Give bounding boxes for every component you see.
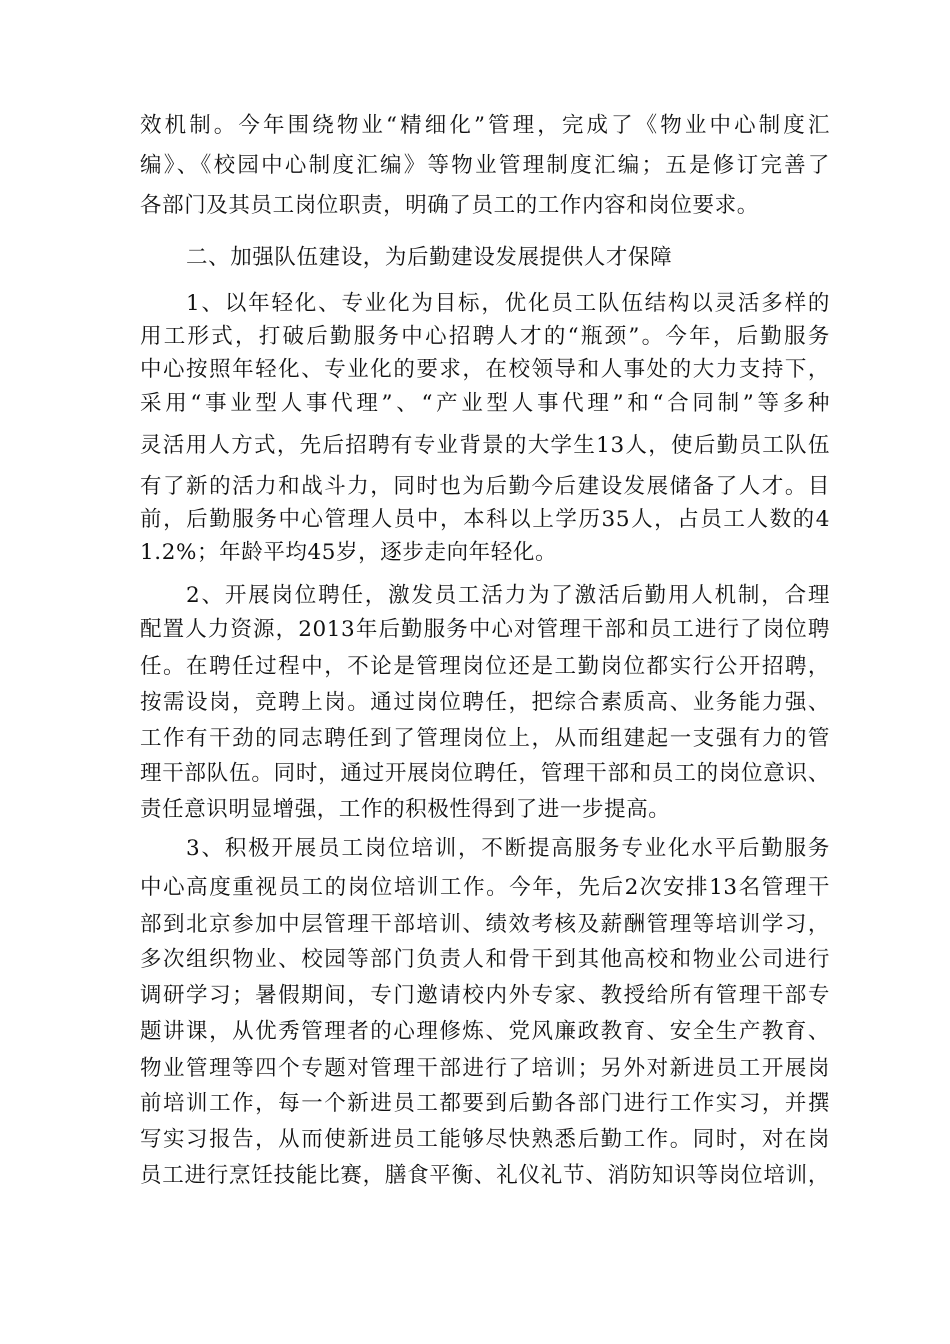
text-line: 中心高度重视员工的岗位培训工作。今年，先后2次安排13名管理干 bbox=[140, 875, 830, 900]
text-line: 效机制。今年围绕物业“精细化”管理，完成了《物业中心制度汇 bbox=[140, 113, 830, 138]
text-line: 各部门及其员工岗位职责，明确了员工的工作内容和岗位要求。 bbox=[140, 193, 759, 218]
text-line: 3、积极开展员工岗位培训，不断提高服务专业化水平后勤服务 bbox=[186, 836, 830, 861]
text-line: 理干部队伍。同时，通过开展岗位聘任，管理干部和员工的岗位意识、 bbox=[140, 761, 830, 786]
text-line: 责任意识明显增强，工作的积极性得到了进一步提高。 bbox=[140, 797, 671, 822]
text-line: 有了新的活力和战斗力，同时也为后勤今后建设发展储备了人才。目 bbox=[140, 474, 830, 499]
text-line: 按需设岗，竞聘上岗。通过岗位聘任，把综合素质高、业务能力强、 bbox=[140, 690, 830, 715]
section-heading: 二、加强队伍建设，为后勤建设发展提供人才保障 bbox=[186, 245, 673, 270]
text-line: 多次组织物业、校园等部门负责人和骨干到其他高校和物业公司进行 bbox=[140, 947, 830, 972]
text-line: 调研学习；暑假期间，专门邀请校内外专家、教授给所有管理干部专 bbox=[140, 983, 830, 1008]
text-line: 部到北京参加中层管理干部培训、绩效考核及薪酬管理等培训学习， bbox=[140, 912, 830, 937]
text-line: 中心按照年轻化、专业化的要求，在校领导和人事处的大力支持下， bbox=[140, 357, 830, 382]
text-line: 任。在聘任过程中，不论是管理岗位还是工勤岗位都实行公开招聘， bbox=[140, 654, 830, 679]
text-line: 1、以年轻化、专业化为目标，优化员工队伍结构以灵活多样的 bbox=[186, 291, 830, 316]
text-line: 前培训工作，每一个新进员工都要到后勤各部门进行工作实习，并撰 bbox=[140, 1091, 830, 1116]
text-line: 配置人力资源，2013年后勤服务中心对管理干部和员工进行了岗位聘 bbox=[140, 617, 830, 642]
text-line: 用工形式，打破后勤服务中心招聘人才的“瓶颈”。今年，后勤服务 bbox=[140, 324, 830, 349]
text-line: 1.2%；年龄平均45岁，逐步走向年轻化。 bbox=[140, 540, 558, 565]
text-line: 前，后勤服务中心管理人员中，本科以上学历35人，占员工人数的4 bbox=[140, 507, 830, 532]
text-line: 物业管理等四个专题对管理干部进行了培训；另外对新进员工开展岗 bbox=[140, 1056, 830, 1081]
text-line: 灵活用人方式，先后招聘有专业背景的大学生13人，使后勤员工队伍 bbox=[140, 433, 830, 458]
text-line: 2、开展岗位聘任，激发员工活力为了激活后勤用人机制，合理 bbox=[186, 583, 830, 608]
text-line: 采用“事业型人事代理”、“产业型人事代理”和“合同制”等多种 bbox=[140, 391, 830, 416]
text-line: 编》、《校园中心制度汇编》等物业管理制度汇编；五是修订完善了 bbox=[140, 153, 830, 178]
text-line: 员工进行烹饪技能比赛，膳食平衡、礼仪礼节、消防知识等岗位培训， bbox=[140, 1163, 830, 1188]
text-line: 写实习报告，从而使新进员工能够尽快熟悉后勤工作。同时，对在岗 bbox=[140, 1127, 830, 1152]
text-line: 工作有干劲的同志聘任到了管理岗位上，从而组建起一支强有力的管 bbox=[140, 726, 830, 751]
text-line: 题讲课，从优秀管理者的心理修炼、党风廉政教育、安全生产教育、 bbox=[140, 1019, 830, 1044]
